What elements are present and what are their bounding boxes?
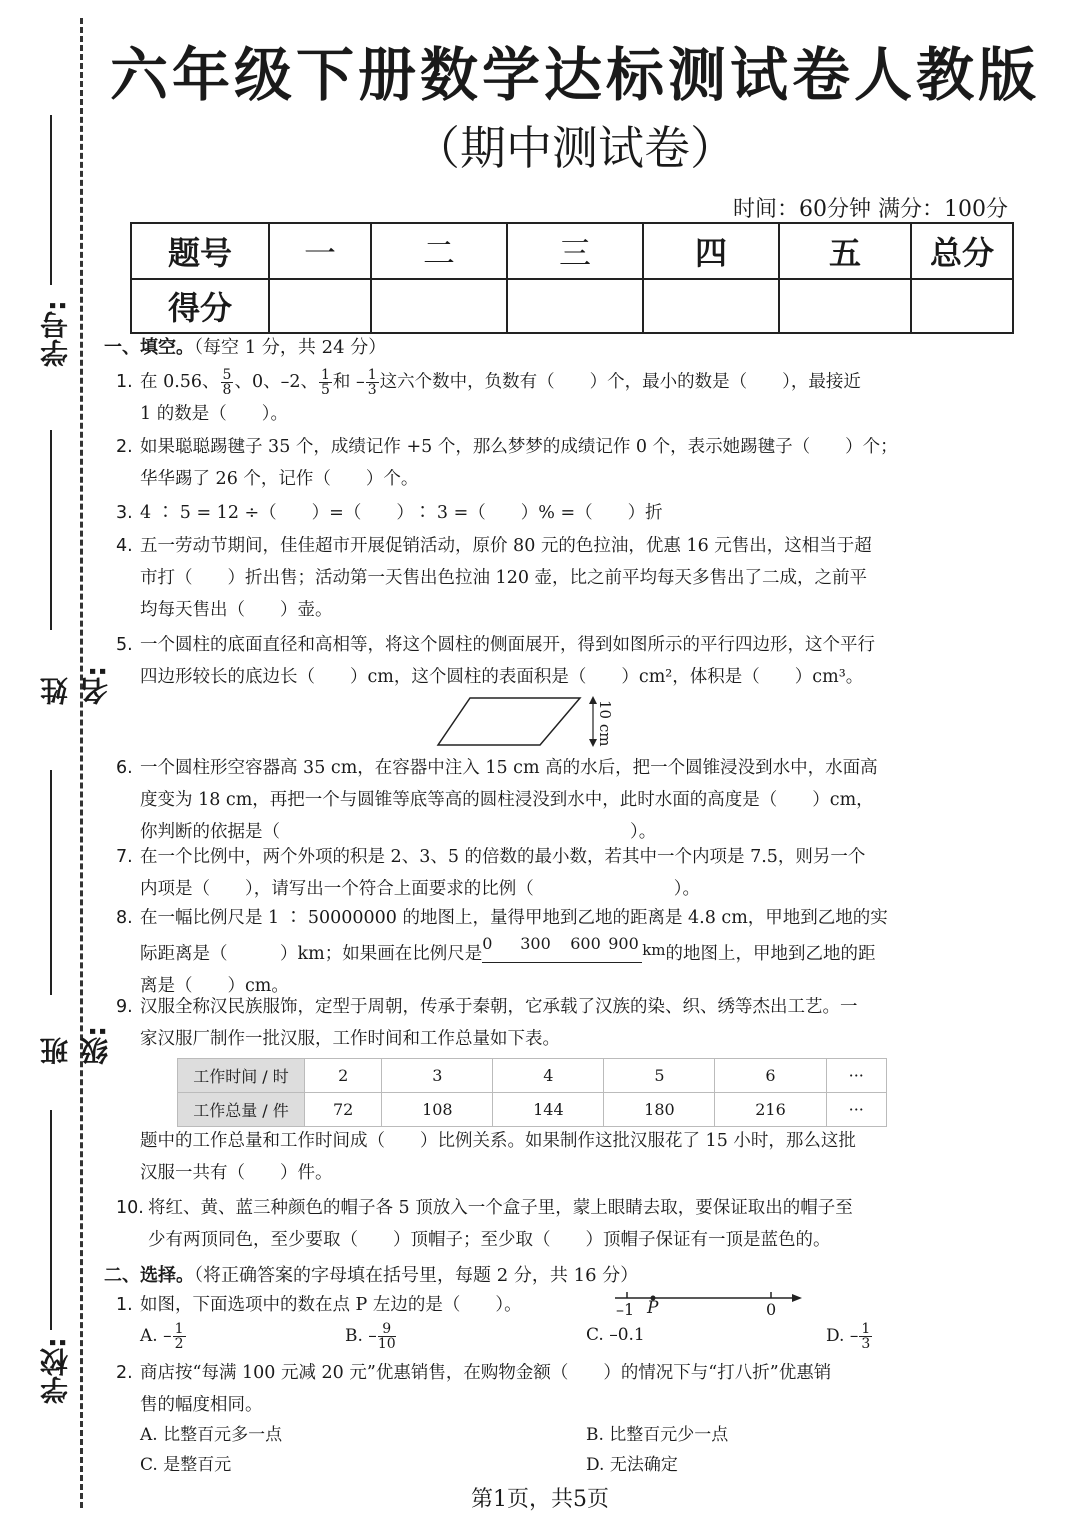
axis-label: 0 — [766, 1300, 777, 1319]
option-c[interactable]: C. 是整百元 — [140, 1455, 232, 1475]
page-number: 第1页，共5页 — [471, 1487, 609, 1512]
question-text: 如图，下面选项中的数在点 P 左边的是（ ）。 — [140, 1295, 522, 1315]
score-header: 二 — [371, 223, 507, 279]
score-cell[interactable] — [643, 279, 779, 333]
section-note: （将正确答案的字母填在括号里，每题 2 分，共 16 分） — [194, 1265, 639, 1286]
option-a[interactable] — [140, 1322, 187, 1351]
question-3 — [116, 497, 956, 529]
table-cell: 6 — [715, 1059, 826, 1093]
question-number: 9. — [116, 997, 133, 1017]
option-c[interactable] — [586, 1325, 645, 1345]
fraction — [859, 1322, 872, 1351]
score-header: 五 — [779, 223, 911, 279]
score-table — [130, 222, 1014, 334]
page-title: 六年级下册数学达标测试卷人教版 — [109, 41, 1040, 109]
score-cell[interactable] — [779, 279, 911, 333]
question-number: 10. — [116, 1198, 144, 1218]
table-row — [178, 1059, 887, 1093]
student-name-field[interactable] — [22, 425, 112, 705]
question-6 — [116, 752, 956, 848]
question-text: 一个圆柱形空容器高 35 cm，在容器中注入 15 cm 高的水后，把一个圆锥浸没到水中，水面高 — [140, 758, 878, 778]
denominator: 3 — [367, 382, 377, 398]
score-cell[interactable] — [371, 279, 507, 333]
question-9-continued — [116, 1125, 956, 1189]
question-text: 题中的工作总量和工作时间成（ ）比例关系。如果制作这批汉服花了 15 小时，那么这批 — [140, 1131, 856, 1151]
numerator: 1 — [320, 367, 330, 383]
score-header: 三 — [507, 223, 643, 279]
table-cell: 72 — [305, 1093, 382, 1127]
denominator: 2 — [174, 1336, 184, 1352]
table-cell: 216 — [715, 1093, 826, 1127]
question-text: 售的幅度相同。 — [140, 1395, 263, 1415]
question-number: 8. — [116, 908, 133, 928]
question-1 — [116, 366, 956, 430]
scale-bar — [482, 934, 642, 963]
score-cell[interactable] — [507, 279, 643, 333]
question-number: 5. — [116, 635, 133, 655]
work-data-table — [177, 1058, 887, 1127]
numerator: 5 — [222, 367, 232, 383]
score-header: 一 — [269, 223, 371, 279]
field-label: 学校: — [39, 1337, 72, 1405]
option-text: A. – — [140, 1326, 172, 1346]
table-row — [178, 1093, 887, 1127]
score-header: 总分 — [911, 223, 1013, 279]
question-text: 4 ∶ 5 = 12 ÷（ ）=（ ）∶ 3 =（ ）% =（ ）折 — [140, 503, 663, 523]
section-title: 一、填空。 — [104, 337, 194, 358]
question-text: 在一个比例中，两个外项的积是 2、3、5 的倍数的最小数，若其中一个内项是 7.5，则另一个 — [140, 847, 866, 867]
numerator: 9 — [378, 1322, 396, 1337]
option-text: B. – — [345, 1326, 377, 1346]
row-header: 工作时间 / 时 — [178, 1059, 305, 1093]
denominator: 10 — [377, 1336, 396, 1352]
fraction — [173, 1322, 186, 1351]
option-b[interactable] — [345, 1322, 397, 1351]
question-text: 内项是（ ），请写出一个符合上面要求的比例（ ）。 — [140, 879, 700, 899]
table-cell: ··· — [826, 1059, 887, 1093]
question-text: 四边形较长的底边长（ ）cm，这个圆柱的表面积是（ ）cm²，体积是（ ）cm³。 — [140, 667, 864, 687]
score-header: 四 — [643, 223, 779, 279]
question-number: 4. — [116, 536, 133, 556]
question-text: 的地图上，甲地到乙地的距 — [665, 944, 876, 964]
choice-question-2 — [116, 1357, 956, 1421]
field-label: 班级: — [39, 1025, 112, 1065]
denominator: 8 — [222, 382, 232, 398]
fraction — [319, 368, 332, 397]
section-note: （每空 1 分，共 24 分） — [194, 337, 387, 358]
table-cell: 108 — [382, 1093, 493, 1127]
table-cell: 180 — [604, 1093, 715, 1127]
question-text: 市打（ ）折出售；活动第一天售出色拉油 120 壶，比之前平均每天多售出了二成，之前平 — [140, 568, 868, 588]
fraction — [221, 368, 234, 397]
arrow-head — [792, 1294, 802, 1302]
question-text: 如果聪聪踢毽子 35 个，成绩记作 +5 个，那么梦梦的成绩记作 0 个，表示她踢毽子（ ）个； — [140, 437, 898, 457]
section-1-heading — [104, 333, 386, 359]
row-header: 工作总量 / 件 — [178, 1093, 305, 1127]
score-cell[interactable] — [269, 279, 371, 333]
field-underline — [50, 770, 52, 995]
score-cell[interactable] — [911, 279, 1013, 333]
score-row-label: 得分 — [131, 279, 269, 333]
parallelogram-shape — [438, 698, 580, 745]
scale-unit: km — [642, 941, 666, 959]
page-subtitle: （期中测试卷） — [414, 121, 736, 175]
question-text: 度变为 18 cm，再把一个与圆锥等底等高的圆柱浸没到水中，此时水面的高度是（ ）cm， — [140, 790, 874, 810]
field-label: 学号: — [39, 300, 72, 368]
axis-label: P — [647, 1298, 659, 1318]
question-text: 少有两顶同色，至少要取（ ）顶帽子；至少取（ ）顶帽子保证有一顶是蓝色的。 — [148, 1230, 831, 1250]
option-b[interactable]: B. 比整百元少一点 — [586, 1425, 729, 1445]
question-4 — [116, 530, 956, 626]
scale-tick-label: 300 — [520, 934, 551, 953]
question-2 — [116, 431, 956, 495]
section-title: 二、选择。 — [104, 1265, 194, 1286]
question-9 — [116, 991, 956, 1055]
school-field[interactable] — [22, 1105, 72, 1405]
table-cell: ··· — [826, 1093, 887, 1127]
question-text: 五一劳动节期间，佳佳超市开展促销活动，原价 80 元的色拉油，优惠 16 元售出，这相当于超 — [140, 536, 872, 556]
question-text: 华华踢了 26 个，记作（ ）个。 — [140, 469, 419, 489]
question-number: 2. — [116, 437, 133, 457]
option-d[interactable] — [826, 1322, 873, 1351]
question-text: 和 – — [332, 372, 365, 392]
question-text: 你判断的依据是（ ）。 — [140, 822, 657, 842]
question-text: 家汉服厂制作一批汉服，工作时间和工作总量如下表。 — [140, 1029, 560, 1049]
scale-tick-label: 600 — [570, 934, 601, 953]
numerator: 1 — [174, 1321, 184, 1337]
table-cell: 3 — [382, 1059, 493, 1093]
question-text: 、0、–2、 — [234, 372, 318, 392]
choice-question-1 — [116, 1289, 956, 1321]
fraction — [378, 1322, 396, 1351]
question-text: 汉服全称汉民族服饰，定型于周朝，传承于秦朝，它承载了汉族的染、织、绣等杰出工艺。一 — [140, 997, 858, 1017]
table-cell: 144 — [493, 1093, 604, 1127]
class-field[interactable] — [22, 765, 112, 1065]
option-d[interactable]: D. 无法确定 — [586, 1455, 678, 1475]
question-10 — [116, 1192, 956, 1256]
option-text: D. – — [826, 1326, 859, 1346]
table-cell: 5 — [604, 1059, 715, 1093]
field-underline — [50, 1110, 52, 1330]
field-label: 姓名: — [39, 665, 112, 705]
question-text: 汉服一共有（ ）件。 — [140, 1163, 333, 1183]
question-number: 7. — [116, 847, 133, 867]
number-line-figure — [610, 1288, 810, 1308]
question-8 — [116, 902, 956, 1002]
question-text: 将红、黄、蓝三种颜色的帽子各 5 顶放入一个盒子里，蒙上眼睛去取，要保证取出的帽子至 — [148, 1198, 853, 1218]
table-cell: 2 — [305, 1059, 382, 1093]
scale-tick-label: 0 — [482, 934, 493, 953]
question-text: 在一幅比例尺是 1 ∶ 50000000 的地图上，量得甲地到乙地的距离是 4.8 cm，甲地到乙地的实 — [140, 908, 888, 928]
question-text: 在 0.56、 — [140, 372, 220, 392]
numerator: 1 — [367, 367, 377, 383]
axis-label: –1 — [616, 1300, 635, 1319]
question-text: 1 的数是（ ）。 — [140, 404, 288, 424]
field-underline — [50, 430, 52, 630]
table-cell: 4 — [493, 1059, 604, 1093]
scale-tick-label: 900 — [608, 934, 639, 953]
question-text: 这六个数中，负数有（ ）个，最小的数是（ ），最接近 — [379, 372, 861, 392]
denominator: 5 — [320, 382, 330, 398]
score-header: 题号 — [131, 223, 269, 279]
question-number: 3. — [116, 503, 133, 523]
numerator: 1 — [861, 1321, 871, 1337]
question-text: 际距离是（ ）km；如果画在比例尺是 — [140, 944, 483, 964]
option-a[interactable]: A. 比整百元多一点 — [140, 1425, 283, 1445]
question-number: 1. — [116, 372, 133, 392]
question-text: 均每天售出（ ）壶。 — [140, 600, 333, 620]
question-number: 1. — [116, 1295, 133, 1315]
question-line — [116, 934, 956, 970]
denominator: 3 — [861, 1336, 871, 1352]
question-5 — [116, 629, 956, 693]
binding-dashed-line — [80, 18, 83, 1508]
question-text: 一个圆柱的底面直径和高相等，将这个圆柱的侧面展开，得到如图所示的平行四边形，这个平行 — [140, 635, 875, 655]
question-text: 商店按“每满 100 元减 20 元”优惠销售，在购物金额（ ）的情况下与“打八折”优惠销 — [140, 1363, 832, 1383]
question-text: 离是（ ）cm。 — [140, 976, 289, 996]
option-text: C. –0.1 — [586, 1325, 645, 1345]
question-number: 6. — [116, 758, 133, 778]
question-number: 2. — [116, 1363, 133, 1383]
question-7 — [116, 841, 956, 905]
height-label: 10 cm — [596, 700, 614, 747]
fraction — [366, 368, 379, 397]
exam-meta: 时间：60分钟 满分：100分 — [733, 197, 1008, 222]
section-2-heading — [104, 1261, 638, 1287]
